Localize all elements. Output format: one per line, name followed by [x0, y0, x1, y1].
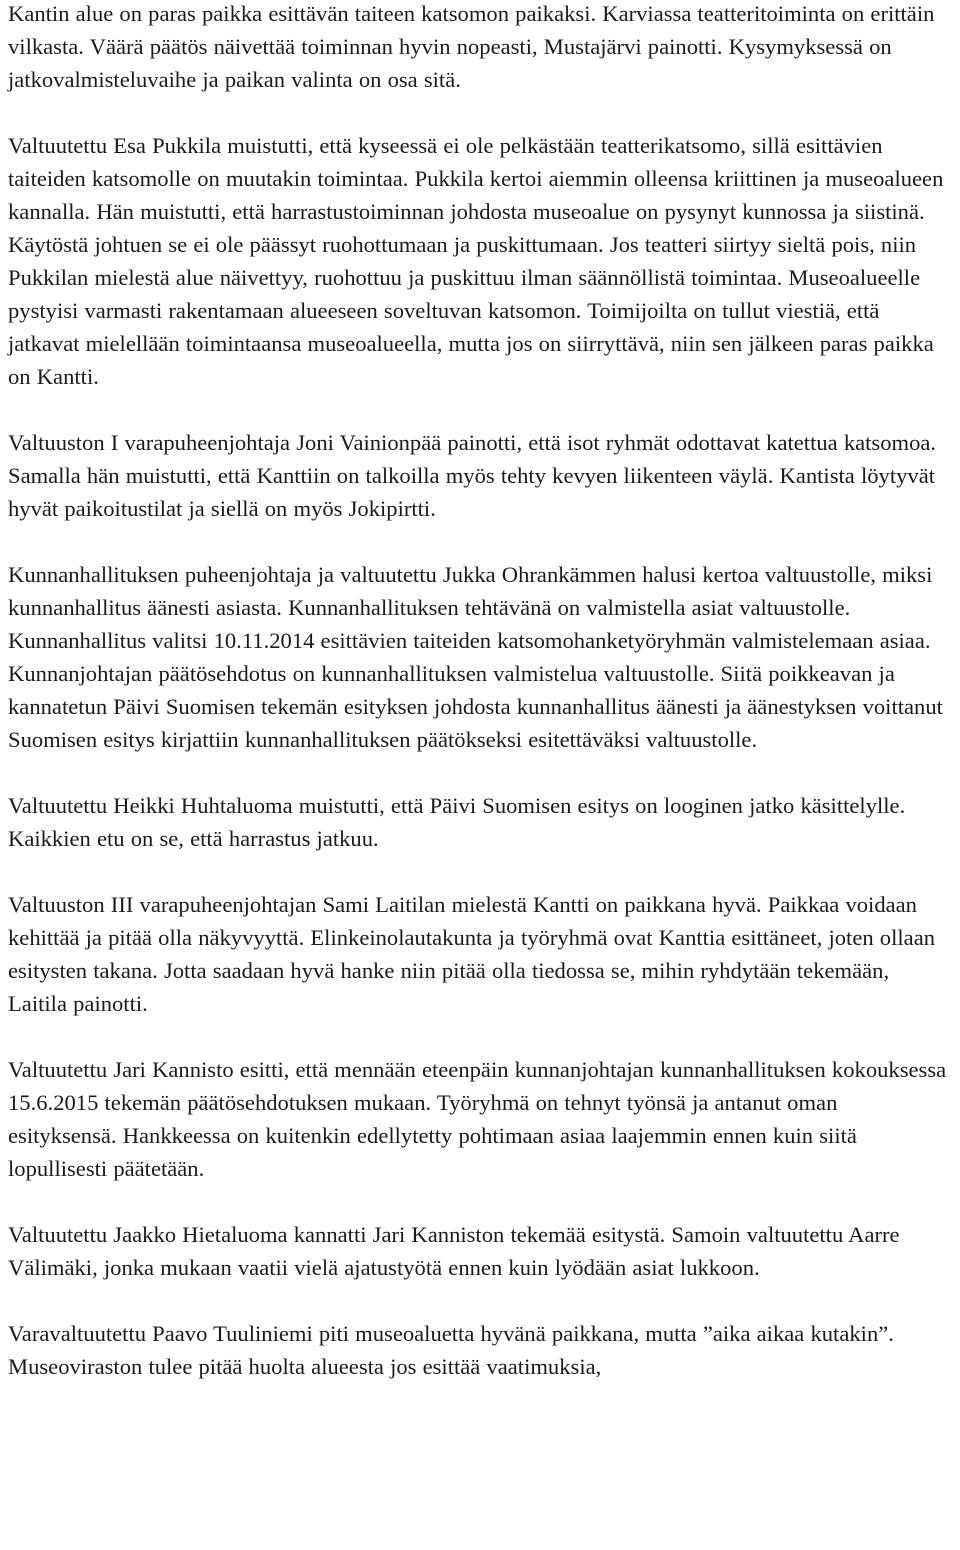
paragraph-joni-vainionpaa: Valtuuston I varapuheenjohtaja Joni Vainionpää painotti, että isot ryhmät odottavat katettua katsomoa. Samalla hän muistutti, että Kanttiin on talkoilla myös tehty kevyen liikenteen väylä. Kantista löytyvät hyvät paikoitustilat ja siellä on myös Jokipirtti. [8, 430, 937, 521]
paragraph-jukka-ohrankammen: Kunnanhallituksen puheenjohtaja ja valtuutettu Jukka Ohrankämmen halusi kertoa valtuustolle, miksi kunnanhallitus äänesti asiasta. Kunnanhallituksen tehtävänä on valmistella asiat valtuustolle. Kunnanhallitus valitsi 10.11.2014 esittävien taiteiden katsomohanketyöryhmän valmistelemaan asiaa. Kunnanjohtajan päätösehdotus on kunnanhallituksen valmistelua valtuustolle. Siitä poikkeavan ja kannatetun Päivi Suomisen tekemän esityksen johdosta kunnanhallitus äänesti ja äänestyksen voittanut Suomisen esitys kirjattiin kunnanhallituksen päätökseksi esitettäväksi valtuustolle. [8, 562, 943, 752]
paragraph-sami-laitila: Valtuuston III varapuheenjohtajan Sami Laitilan mielestä Kantti on paikkana hyvä. Paikkaa voidaan kehittää ja pitää olla näkyvyyttä. Elinkeinolautakunta ja työryhmä ovat Kanttia esittäneet, joten ollaan esitysten takana. Jotta saadaan hyvä hanke niin pitää olla tiedossa se, mihin ryhdytään tekemään, Laitila painotti. [8, 892, 936, 1016]
paragraph-kantin-alue: Kantin alue on paras paikka esittävän taiteen katsomon paikaksi. Karviassa teatteritoiminta on erittäin vilkasta. Väärä päätös näivettää toiminnan hyvin nopeasti, Mustajärvi painotti. Kysymyksessä on jatkovalmisteluvaihe ja paikan valinta on osa sitä. [8, 1, 935, 92]
paragraph-jaakko-hietaluoma: Valtuutettu Jaakko Hietaluoma kannatti Jari Kanniston tekemää esitystä. Samoin valtuutettu Aarre Välimäki, jonka mukaan vaatii vielä ajatustyötä ennen kuin lyödään asiat lukkoon. [8, 1222, 900, 1280]
paragraph-heikki-huhtaluoma: Valtuutettu Heikki Huhtaluoma muistutti, että Päivi Suomisen esitys on looginen jatko käsittelylle. Kaikkien etu on se, että harrastus jatkuu. [8, 793, 906, 851]
paragraph-paavo-tuuliniemi: Varavaltuutettu Paavo Tuuliniemi piti museoaluetta hyvänä paikkana, mutta ”aika aikaa kutakin”. Museoviraston tulee pitää huolta alueesta jos esittää vaatimuksia, [8, 1321, 894, 1379]
paragraph-esa-pukkila: Valtuutettu Esa Pukkila muistutti, että kyseessä ei ole pelkästään teatterikatsomo, sillä esittävien taiteiden katsomolle on muutakin toimintaa. Pukkila kertoi aiemmin olleensa kriittinen ja museoalueen kannalla. Hän muistutti, että harrastustoiminnan johdosta museoalue on pysynyt kunnossa ja siistinä. Käytöstä johtuen se ei ole päässyt ruohottumaan ja puskittumaan. Jos teatteri siirtyy sieltä pois, niin Pukkilan mielestä alue näivettyy, ruohottuu ja puskittuu ilman säännöllistä toimintaa. Museoalueelle pystyisi varmasti rakentamaan alueeseen soveltuvan katsomon. Toimijoilta on tullut viestiä, että jatkavat mielellään toimintaansa museoalueella, mutta jos on siirryttävä, niin sen jälkeen paras paikka on Kantti. [8, 133, 944, 389]
paragraph-jari-kannisto: Valtuutettu Jari Kannisto esitti, että mennään eteenpäin kunnanjohtajan kunnanhallituksen kokouksessa 15.6.2015 tekemän päätösehdotuksen mukaan. Työryhmä on tehnyt työnsä ja antanut oman esityksensä. Hankkeessa on kuitenkin edellytetty pohtimaan asiaa laajemmin ennen kuin siitä lopullisesti päätetään. [8, 1057, 947, 1181]
